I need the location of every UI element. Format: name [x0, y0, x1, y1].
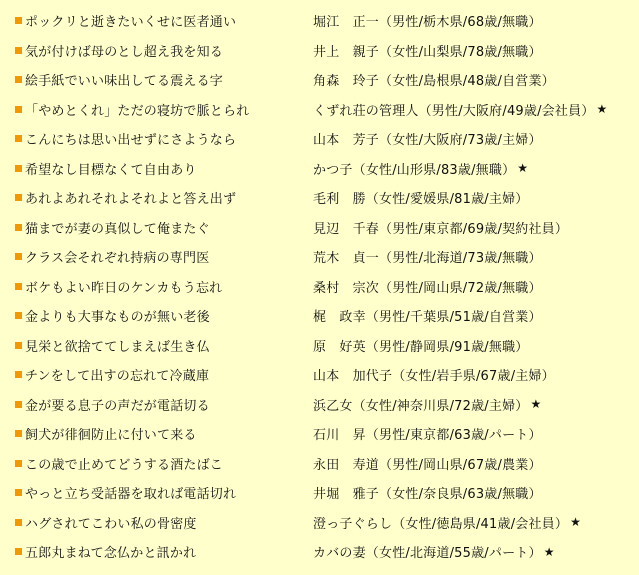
list-item: [0, 272, 639, 302]
star-icon: ★: [596, 102, 608, 117]
star-icon: ★: [570, 515, 581, 530]
list-item: [0, 478, 639, 508]
square-bullet-icon: [15, 312, 22, 319]
square-bullet-icon: [15, 342, 22, 349]
square-bullet-icon: [15, 47, 22, 54]
author-info: 石川 昇（男性/東京都/63歳/パート）: [313, 428, 542, 444]
author-info: 毛利 勝（女性/愛媛県/81歳/主婦）: [313, 192, 529, 208]
list-item: [0, 449, 639, 479]
senryu-poem: ポックリと逝きたいくせに医者通い: [25, 15, 237, 31]
author-info: 角森 玲子（女性/島根県/48歳/自営業）: [313, 74, 555, 90]
author-info: カバの妻（女性/北海道/55歳/パート）: [313, 546, 542, 562]
senryu-poem: 金が要る息子の声だが電話切る: [25, 398, 210, 414]
author-info: 井上 親子（女性/山梨県/78歳/無職）: [313, 44, 542, 60]
square-bullet-icon: [15, 371, 22, 378]
square-bullet-icon: [15, 194, 22, 201]
senryu-poem: 金よりも大事なものが無い老後: [25, 310, 210, 326]
square-bullet-icon: [15, 76, 22, 83]
senryu-poem: クラス会それぞれ持病の専門医: [25, 251, 210, 267]
author-info: 梶 政幸（男性/千葉県/51歳/自営業）: [313, 310, 542, 326]
author-info: 荒木 貞一（男性/北海道/73歳/無職）: [313, 251, 542, 267]
list-item: [0, 183, 639, 213]
list-item: [0, 390, 639, 420]
author-info: 永田 寿道（男性/岡山県/67歳/農業）: [313, 457, 542, 473]
list-item: [0, 124, 639, 154]
star-icon: ★: [517, 161, 529, 176]
author-info: 山本 芳子（女性/大阪府/73歳/主婦）: [313, 133, 542, 149]
author-info: 井堀 雅子（女性/奈良県/63歳/無職）: [313, 487, 542, 503]
senryu-poem: やっと立ち受話器を取れば電話切れ: [25, 487, 237, 503]
author-info: 原 好英（男性/静岡県/91歳/無職）: [313, 339, 529, 355]
senryu-poem: 絵手紙でいい味出してる震える字: [25, 74, 224, 90]
square-bullet-icon: [15, 106, 22, 113]
list-item: [0, 301, 639, 331]
senryu-poem: 気が付けば母のとし超え我を知る: [25, 44, 224, 60]
square-bullet-icon: [15, 401, 22, 408]
list-item: [0, 6, 639, 36]
senryu-poem: 見栄と欲捨ててしまえば生き仏: [25, 339, 210, 355]
senryu-poem: ハグされてこわい私の骨密度: [25, 516, 197, 532]
senryu-poem: あれよあれそれよそれよと答え出ず: [25, 192, 237, 208]
square-bullet-icon: [15, 519, 22, 526]
list-item: [0, 154, 639, 184]
author-info: 桑村 宗次（男性/岡山県/72歳/無職）: [313, 280, 542, 296]
square-bullet-icon: [15, 283, 22, 290]
author-info: 澄っ子ぐらし（女性/徳島県/41歳/会社員）: [313, 516, 569, 532]
senryu-poem: 猫までが妻の真似して俺またぐ: [25, 221, 210, 237]
list-item: [0, 508, 639, 538]
senryu-poem: チンをして出すの忘れて冷蔵庫: [25, 369, 210, 385]
star-icon: ★: [543, 544, 555, 559]
star-icon: ★: [530, 397, 542, 412]
list-item: [0, 331, 639, 361]
senryu-poem: こんにちは思い出せずにさようなら: [25, 133, 237, 149]
senryu-poem: 「やめとくれ」ただの寝坊で脈とられ: [25, 103, 250, 119]
senryu-poem: 飼犬が徘徊防止に付いて来る: [25, 428, 197, 444]
square-bullet-icon: [15, 253, 22, 260]
list-item: [0, 419, 639, 449]
senryu-poem: この歳で止めてどうする酒たばこ: [25, 457, 224, 473]
list-item: [0, 360, 639, 390]
senryu-poem: 五郎丸まねて念仏かと訊かれ: [25, 546, 197, 562]
square-bullet-icon: [15, 165, 22, 172]
list-item: [0, 65, 639, 95]
author-info: 見辺 千春（男性/東京都/69歳/契約社員）: [313, 221, 569, 237]
square-bullet-icon: [15, 489, 22, 496]
author-info: くずれ荘の管理人（男性/大阪府/49歳/会社員）: [313, 103, 595, 119]
senryu-poem: ボケもよい昨日のケンカもう忘れ: [25, 280, 223, 296]
senryu-poem: 希望なし目標なくて自由あり: [25, 162, 197, 178]
square-bullet-icon: [15, 430, 22, 437]
list-item: [0, 242, 639, 272]
author-info: かつ子（女性/山形県/83歳/無職）: [313, 162, 516, 178]
square-bullet-icon: [15, 224, 22, 231]
square-bullet-icon: [15, 17, 22, 24]
list-item: [0, 95, 639, 125]
author-info: 浜乙女（女性/神奈川県/72歳/主婦）: [313, 398, 529, 414]
author-info: 堀江 正一（男性/栃木県/68歳/無職）: [313, 15, 542, 31]
list-item: [0, 213, 639, 243]
author-info: 山本 加代子（女性/岩手県/67歳/主婦）: [313, 369, 555, 385]
list-item: [0, 537, 639, 567]
square-bullet-icon: [15, 460, 22, 467]
square-bullet-icon: [15, 135, 22, 142]
square-bullet-icon: [15, 548, 22, 555]
list-item: [0, 36, 639, 66]
